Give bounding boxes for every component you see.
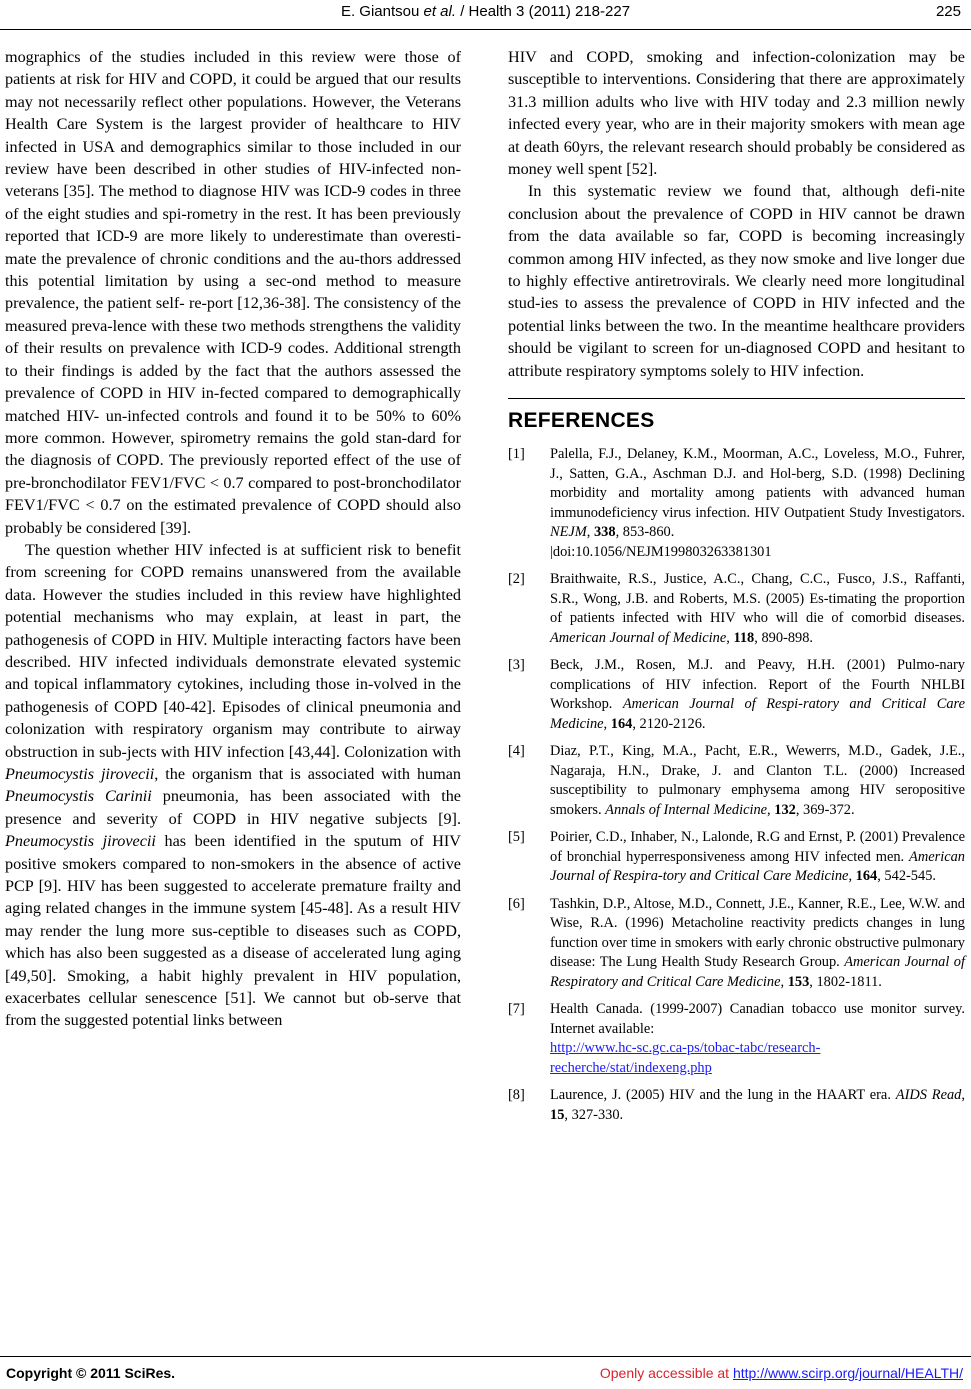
text-run: , xyxy=(586,524,594,541)
footer-copyright: Copyright © 2011 SciRes. xyxy=(6,1365,176,1381)
text-run: Diaz, P.T., King, M.A., Pacht, E.R., Wewerrs, M.D., Gadek, J.E., Nagaraja, H.N., Drake, J. and Clanton T.L. (2000) Increased susceptibility to pulmonary emphysema among HIV seropositive smokers. xyxy=(550,743,965,818)
doi: |doi:10.1056/NEJM199803263381301 xyxy=(550,543,772,560)
page-header xyxy=(0,3,971,27)
text-run: , the organism that is associated with human xyxy=(154,765,462,783)
reference-number: [3] xyxy=(508,657,525,674)
volume: 164 xyxy=(855,868,878,885)
right-body xyxy=(508,46,965,382)
text-run: Beck, J.M., Rosen, M.J. and Peavy, H.H. (2001) Pulmo-nary complications of HIV infection. Report of the Fourth NHLBI Workshop. xyxy=(550,657,965,713)
text-run: , 890-898. xyxy=(754,629,814,646)
running-title xyxy=(0,3,971,20)
access-label: Openly accessible at xyxy=(599,1365,733,1381)
running-title-journal: / Health 3 (2011) 218-227 xyxy=(456,3,631,20)
volume: 15 xyxy=(550,1106,565,1123)
volume: 164 xyxy=(610,715,633,732)
reference-item xyxy=(508,445,965,562)
volume: 153 xyxy=(787,973,810,990)
text-run: , 542-545. xyxy=(877,868,936,885)
text-run: The question whether HIV infected is at sufficient risk to benefit from screening for COPD remains unanswered from the available data. However the studies included in this review have highlighted potential mechanisms who may explain, at least in part, the pathogenesis of COPD in HIV. Multiple interacting factors have been described. HIV infected individuals demonstrate elevated systemic and topical inflammatory cytokines, including those in-volved in the pathogenesis of COPD [40-42]. Episodes of clinical pneumonia and colonization with respiratory organism may contribute to airway obstruction in sub-jects with HIV infection [43,44]. Colonization with xyxy=(5,540,461,761)
journal-name: AIDS Read xyxy=(895,1087,962,1104)
text-run: , xyxy=(603,715,611,732)
text-run: , 1802-1811. xyxy=(809,973,882,990)
reference-item xyxy=(508,656,965,734)
text-run: , xyxy=(961,1087,965,1104)
species-name: Pneumocystis jirovecii xyxy=(5,765,155,783)
reference-text xyxy=(550,1086,965,1125)
reference-text xyxy=(550,656,965,734)
reference-text xyxy=(550,570,965,648)
text-run: , xyxy=(848,868,856,885)
right-column xyxy=(508,46,965,1133)
left-paragraph-2 xyxy=(5,539,461,1032)
text-run: , 327-330. xyxy=(564,1106,624,1123)
volume: 132 xyxy=(774,801,796,818)
header-divider xyxy=(0,29,971,30)
reference-text xyxy=(550,895,965,993)
reference-number: [7] xyxy=(508,1001,525,1018)
reference-number: [4] xyxy=(508,743,525,760)
text-run: has been identified in the sputum of HIV positive smokers compared to non-smokers in the absence of active PCP [9]. HIV has been suggested to accelerate premature frailty and aging related changes in the immune system [45-48]. As a result HIV may render the lung more sus-ceptible to diseases such as COPD, which has also been suggested as a disease of accelerated lung aging [49,50]. Smoking, a habit highly prevalent in HIV population, exacerbates cellular senescence [51]. We cannot but ob-serve that from the suggested potential links between xyxy=(5,832,461,1030)
running-title-etal: et al. xyxy=(423,3,457,20)
reference-number: [5] xyxy=(508,829,525,846)
text-run: Health Canada. (1999-2007) Canadian tobacco use monitor survey. Internet available: xyxy=(550,1001,965,1037)
reference-text xyxy=(550,1000,965,1078)
text-run: Laurence, J. (2005) HIV and the lung in the HAART era. xyxy=(550,1087,896,1104)
references-heading: REFERENCES xyxy=(508,409,655,433)
reference-item xyxy=(508,742,965,820)
running-title-authors: E. Giantsou xyxy=(340,3,424,20)
reference-item xyxy=(508,1086,965,1125)
text-run: , xyxy=(767,801,775,818)
journal-name: American Journal of Medicine xyxy=(550,629,727,646)
text-run: Tashkin, D.P., Altose, M.D., Connett, J.E., Kanner, R.E., Lee, W.W. and Wise, R.A. (1996) Metacholine reactivity predicts changes in lung function over time in smokers with early chronic obstructive pulmonary disease: The Lung Health Study Research Group. xyxy=(550,895,965,971)
text-run: , xyxy=(780,973,788,990)
reference-item xyxy=(508,570,965,648)
footer-divider xyxy=(0,1356,971,1357)
right-paragraph-1: HIV and COPD, smoking and infection-colonization may be susceptible to interventions. Considering that there are approximately 31.3 million adults who live with HIV today and 2.3 million newly infected every year, who are in their majority smokers with mean age at death 60yrs, the relevant research should probably be considered as money well spent [52]. xyxy=(508,48,965,179)
reference-number: [6] xyxy=(508,895,525,912)
species-name: Pneumocystis jirovecii xyxy=(5,832,156,851)
text-run: , xyxy=(726,629,734,646)
reference-text xyxy=(550,445,965,562)
volume: 118 xyxy=(733,629,755,646)
journal-link[interactable]: http://www.scirp.org/journal/HEALTH/ xyxy=(732,1365,963,1381)
reference-number: [8] xyxy=(508,1087,525,1104)
journal-name: Annals of Internal Medicine xyxy=(605,801,768,818)
volume: 338 xyxy=(593,524,616,541)
reference-number: [1] xyxy=(508,446,525,463)
reference-text xyxy=(550,742,965,820)
text-run: , 853-860. xyxy=(615,524,675,541)
reference-item xyxy=(508,895,965,993)
reference-item xyxy=(508,828,965,887)
right-paragraph-2: In this systematic review we found that, although defi-nite conclusion about the prevalence of COPD in HIV cannot be drawn from the data available so far, COPD is becoming increasingly common among HIV infected, as they now smoke and live longer due to highly effective antiretrovirals. We clearly need more longitudinal stud-ies to assess the prevalence of COPD in HIV infected and the potential links between the two. In the meantime healthcare providers should be vigilant to screen for un-diagnosed COPD and hesitant to attribute respiratory symptoms solely to HIV infection. xyxy=(508,182,965,380)
species-name: Pneumocystis Carinii xyxy=(5,787,152,806)
text-run: , 2120-2126. xyxy=(632,715,706,732)
page-number: 225 xyxy=(935,3,961,20)
journal-name: NEJM xyxy=(550,524,587,541)
journal-name: American Journal of Respi-ratory and Critical Care Medicine xyxy=(550,696,965,732)
left-paragraph-1: mographics of the studies included in this review were those of patients at risk for HIV and COPD, it could be argued that our results may not necessarily reflect other populations. However, the Veterans Health Care System is the largest provider of healthcare to HIV infected in USA and demographics similar to those included in our review have been described in other studies of HIV-infected non-veterans [35]. The method to diagnose HIV was ICD-9 codes in three of the eight studies and spi-rometry in the rest. It has been previously reported that ICD-9 are more likely to underestimate than overesti-mate the prevalence of chronic conditions and the au-thors addressed this potential limitation by using a sec-ond method to measure prevalence, the patient self- re-port [12,36-38]. The consistency of the measured preva-lence with these two methods strengthens the validity of their results on prevalence with ICD-9 codes. Additional strength to their findings is added by the fact that the authors assessed the prevalence of COPD in HIV in-fected compared to demographically matched HIV- un-infected controls and found it to be 50% to 60% more common. However, spirometry remains the gold stan-dard for the diagnosis of COPD. The previously reported effect of the use of pre-bronchodilator FEV1/FVC < 0.7 compared to post-bronchodilator FEV1/FVC < 0.7 on the estimated prevalence of COPD should also probably be considered [39]. xyxy=(5,48,461,537)
footer-access xyxy=(600,1365,963,1381)
reference-number: [2] xyxy=(508,571,525,588)
text-run: Braithwaite, R.S., Justice, A.C., Chang, C.C., Fusco, J.S., Raffanti, S.R., Wong, J.B. and Roberts, M.S. (2005) Es-timating the proportion of patients infected with HIV who will die of comorbid diseases. xyxy=(550,571,965,627)
text-run: Poirier, C.D., Inhaber, N., Lalonde, R.G and Ernst, P. (2001) Prevalence of bronchial hyperresponsiveness among HIV infected men. xyxy=(550,829,965,865)
left-column xyxy=(5,46,461,1032)
text-run: Palella, F.J., Delaney, K.M., Moorman, A.C., Loveless, M.O., Fuhrer, J., Satten, G.A., Aschman D.J. and Hol-berg, S.D. (1998) Declining morbidity and mortality among patients with advanced human immunodeficiency virus infection. HIV Outpatient Study Investigators. xyxy=(550,446,965,521)
text-run: , 369-372. xyxy=(795,801,855,818)
reference-text xyxy=(550,828,965,887)
reference-item xyxy=(508,1000,965,1078)
references-divider xyxy=(508,398,965,399)
text-run: pneumonia, has been associated with the presence and severity of COPD in HIV negative subjects [9]. xyxy=(5,787,461,828)
reference-list xyxy=(508,445,965,1125)
reference-link[interactable]: http://www.hc-sc.gc.ca-ps/tobac-tabc/research-recherche/stat/indexeng.php xyxy=(550,1040,821,1076)
journal-name: American Journal of Respiratory and Critical Care Medicine xyxy=(550,954,965,990)
journal-name: American Journal of Respira-tory and Critical Care Medicine xyxy=(550,848,965,885)
